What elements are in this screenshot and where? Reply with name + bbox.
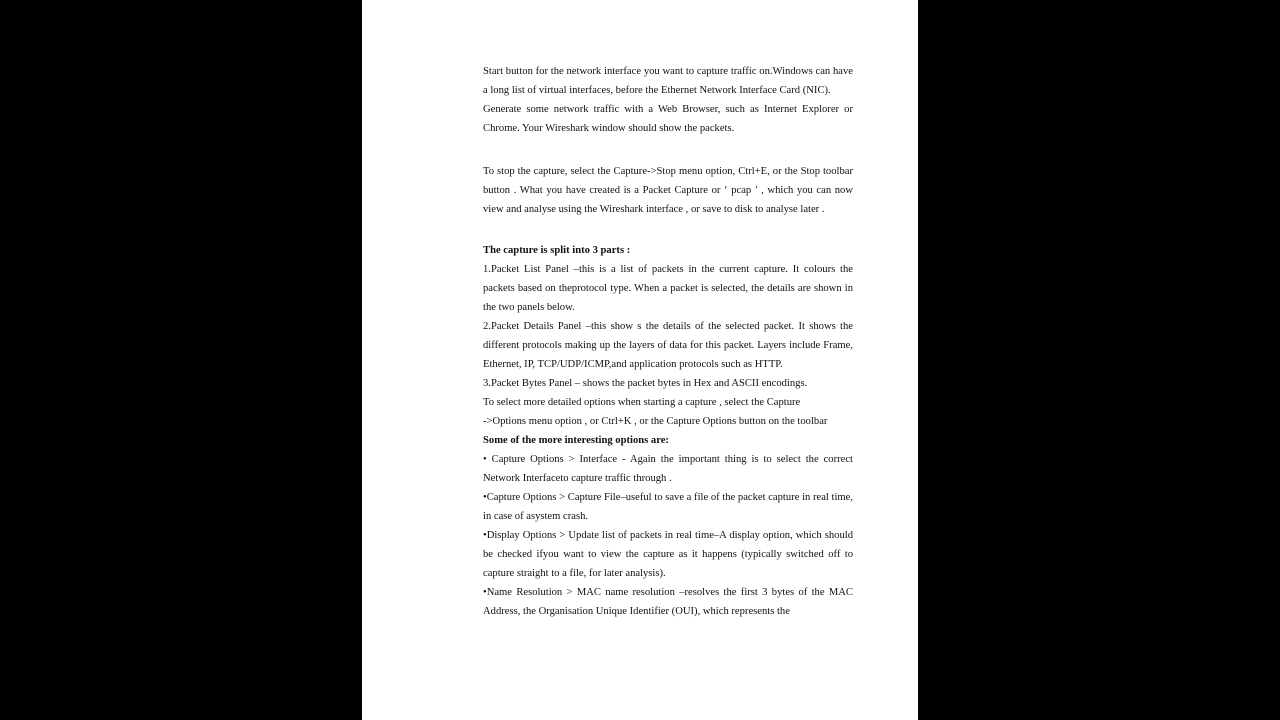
part-packet-bytes-panel: 3.Packet Bytes Panel – shows the packet bytes in Hex and ASCII encodings. <box>483 378 808 389</box>
select-options-line-2: ->Options menu option , or Ctrl+K , or the Capture Options button on the toolbar <box>483 416 828 427</box>
document-body <box>483 62 853 621</box>
spacer <box>483 219 853 241</box>
option-name-resolution: •Name Resolution > MAC name resolution –resolves the first 3 bytes of the MAC Address, the Organisation Unique Identifier (OUI), which represents the <box>483 587 853 617</box>
spacer <box>483 138 853 162</box>
part-packet-list-panel: 1.Packet List Panel –this is a list of packets in the current capture. It colours the packets based on theprotocol type. When a packet is selected, the details are shown in the two panels below. <box>483 264 853 313</box>
paragraph-generate-traffic: Generate some network traffic with a Web Browser, such as Internet Explorer or Chrome. Your Wireshark window should show the packets. <box>483 104 853 134</box>
document-page <box>362 0 918 720</box>
paragraph-stop-capture: To stop the capture, select the Capture->Stop menu option, Ctrl+E, or the Stop toolbar button . What you have created is a Packet Capture or ‘ pcap ’ , which you can now view and analyse using the Wireshark interface , or save to disk to analyse later . <box>483 166 853 215</box>
option-capture-interface: • Capture Options > Interface - Again the important thing is to select the correct Network Interfaceto capture traffic through . <box>483 454 853 484</box>
heading-interesting-options: Some of the more interesting options are: <box>483 435 669 446</box>
heading-capture-parts: The capture is split into 3 parts : <box>483 245 631 256</box>
select-options-line-1: To select more detailed options when starting a capture , select the Capture <box>483 397 801 408</box>
paragraph-start-button: Start button for the network interface you want to capture traffic on.Windows can have a long list of virtual interfaces, before the Ethernet Network Interface Card (NIC). <box>483 66 853 96</box>
part-packet-details-panel: 2.Packet Details Panel –this show s the details of the selected packet. It shows the different protocols making up the layers of data for this packet. Layers include Frame, Ethernet, IP, TCP/UDP/ICMP,and application protocols such as HTTP. <box>483 321 853 370</box>
option-display-update: •Display Options > Update list of packets in real time–A display option, which should be checked ifyou want to view the capture as it happens (typically switched off to capture straight to a file, for later analysis). <box>483 530 853 579</box>
option-capture-file: •Capture Options > Capture File–useful to save a file of the packet capture in real time, in case of asystem crash. <box>483 492 853 522</box>
